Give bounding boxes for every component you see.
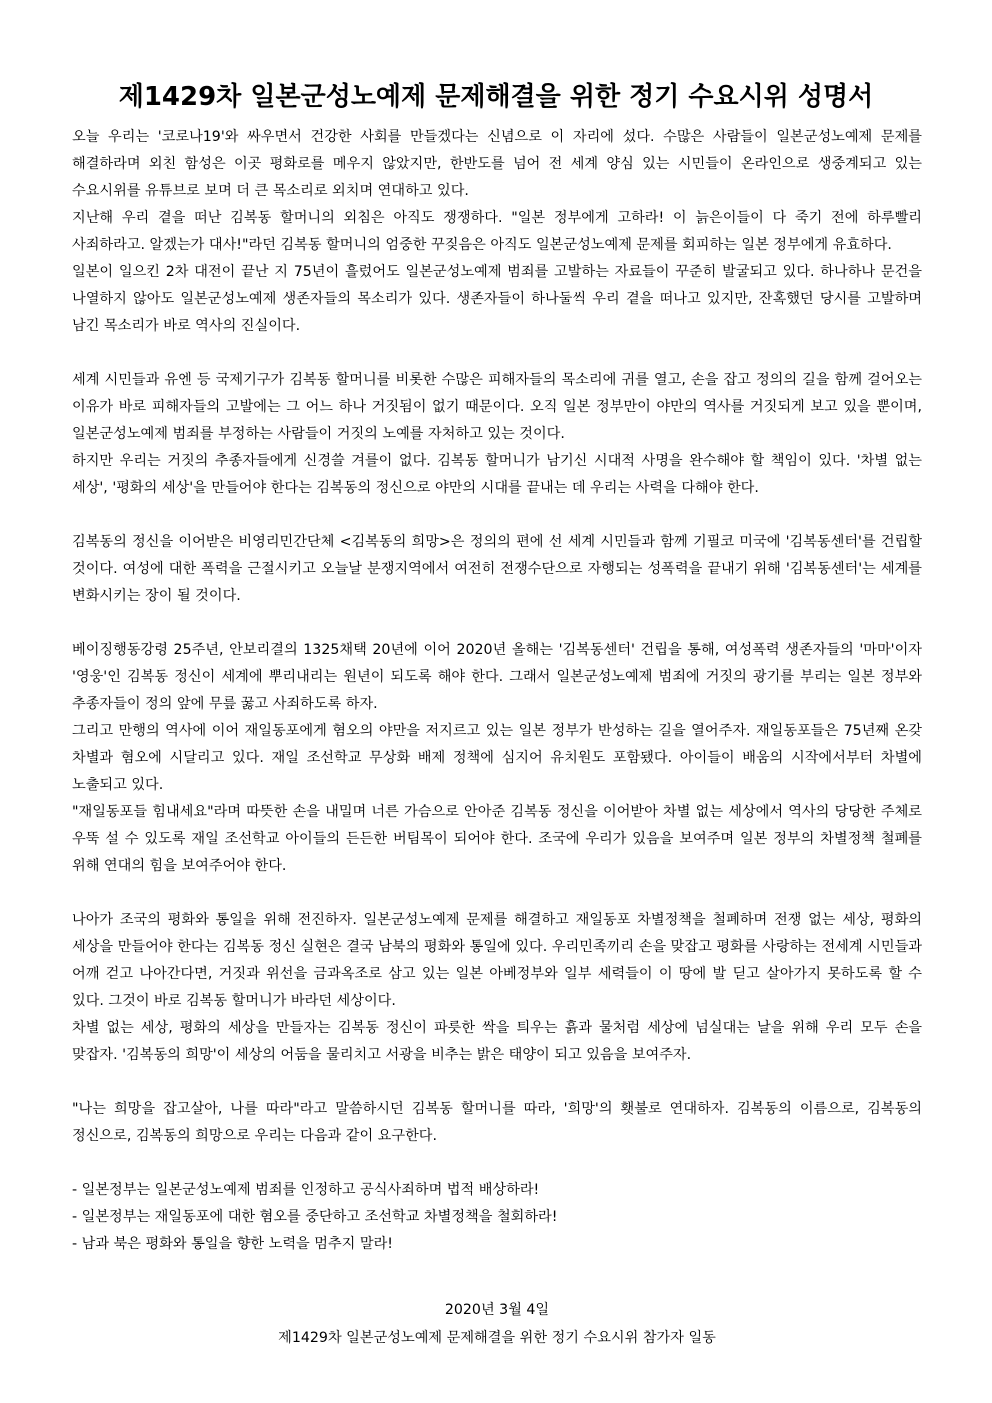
paragraph: 김복동의 정신을 이어받은 비영리민간단체 <김복동의 희망>은 정의의 편에 선 세계 시민들과 함께 기필코 미국에 '김복동센터'를 건립할 것이다. 여성에 대한 폭력을 근절시키고 오늘날 분쟁지역에서 여전히 전쟁수단으로 자행되는 성폭력을 끝내기 위해 '김복동센터'는 세계를 변화시키는 장이 될 것이다. xyxy=(72,534,922,604)
paragraph: "나는 희망을 잡고살아, 나를 따라"라고 말씀하시던 김복동 할머니를 따라, '희망'의 횃불로 연대하자. 김복동의 이름으로, 김복동의 정신으로, 김복동의 희망으로 우리는 다음과 같이 요구한다. xyxy=(72,1101,922,1144)
paragraph: 세계 시민들과 유엔 등 국제기구가 김복동 할머니를 비롯한 수많은 피해자들의 목소리에 귀를 열고, 손을 잡고 정의의 길을 함께 걸어오는 이유가 바로 피해자들의 고발에는 그 어느 하나 거짓됨이 없기 때문이다. 오직 일본 정부만이 야만의 역사를 거짓되게 보고 있을 뿐이며, 일본군성노예제 범죄를 부정하는 사람들이 거짓의 노예를 자처하고 있는 것이다. xyxy=(72,372,922,442)
section-gap xyxy=(72,610,922,637)
paragraph: 나아가 조국의 평화와 통일을 위해 전진하자. 일본군성노예제 문제를 해결하고 재일동포 차별정책을 철폐하며 전쟁 없는 세상, 평화의 세상을 만들어야 한다는 김복동 정신 실현은 결국 남북의 평화와 통일에 있다. 우리민족끼리 손을 맞잡고 평화를 사랑하는 전세계 시민들과 어깨 걷고 나아간다면, 거짓과 위선을 금과옥조로 삼고 있는 일본 아베정부와 일부 세력들이 이 땅에 발 딛고 살아가지 못하도록 할 수 있다. 그것이 바로 김복동 할머니가 바라던 세상이다. xyxy=(72,912,922,1009)
signature: 제1429차 일본군성노예제 문제해결을 위한 정기 수요시위 참가자 일동 xyxy=(278,1330,716,1346)
paragraph: 지난해 우리 곁을 떠난 김복동 할머니의 외침은 아직도 쟁쟁하다. "일본 정부에게 고하라! 이 늙은이들이 다 죽기 전에 하루빨리 사죄하라고. 알겠는가 대사!"라던 김복동 할머니의 엄중한 꾸짖음은 아직도 일본군성노예제 문제를 회피하는 일본 정부에게 유효하다. xyxy=(72,210,922,253)
paragraph: 차별 없는 세상, 평화의 세상을 만들자는 김복동 정신이 파릇한 싹을 틔우는 흙과 물처럼 세상에 넘실대는 날을 위해 우리 모두 손을 맞잡자. '김복동의 희망'이 세상의 어둠을 물리치고 서광을 비추는 밝은 태양이 되고 있음을 보여주자. xyxy=(72,1020,922,1063)
section-gap xyxy=(72,502,922,529)
footer xyxy=(72,1296,922,1352)
demand-item: - 남과 북은 평화와 통일을 향한 노력을 멈추지 말라! xyxy=(72,1236,393,1252)
section-gap xyxy=(72,340,922,367)
paragraph: 일본이 일으킨 2차 대전이 끝난 지 75년이 흘렀어도 일본군성노예제 범죄를 고발하는 자료들이 꾸준히 발굴되고 있다. 하나하나 문건을 나열하지 않아도 일본군성노예제 생존자들의 목소리가 있다. 생존자들이 하나둘씩 우리 곁을 떠나고 있지만, 잔혹했던 당시를 고발하며 남긴 목소리가 바로 역사의 진실이다. xyxy=(72,264,922,334)
demand-item: - 일본정부는 재일동포에 대한 혐오를 중단하고 조선학교 차별정책을 철회하라! xyxy=(72,1209,558,1225)
paragraph: 오늘 우리는 '코로나19'와 싸우면서 건강한 사회를 만들겠다는 신념으로 이 자리에 섰다. 수많은 사람들이 일본군성노예제 문제를 해결하라며 외친 함성은 이곳 평화로를 메우지 않았지만, 한반도를 넘어 전 세계 양심 있는 시민들이 온라인으로 생중계되고 있는 수요시위를 유튜브로 보며 더 큰 목소리로 외치며 연대하고 있다. xyxy=(72,129,922,199)
statement-date: 2020년 3월 4일 xyxy=(444,1302,550,1318)
paragraph: 그리고 만행의 역사에 이어 재일동포에게 혐오의 야만을 저지르고 있는 일본 정부가 반성하는 길을 열어주자. 재일동포들은 75년째 온갖 차별과 혐오에 시달리고 있다. 재일 조선학교 무상화 배제 정책에 심지어 유치원도 포함됐다. 아이들이 배움의 시작에서부터 차별에 노출되고 있다. xyxy=(72,723,922,793)
demand-item: - 일본정부는 일본군성노예제 범죄를 인정하고 공식사죄하며 법적 배상하라! xyxy=(72,1182,540,1198)
paragraph: "재일동포들 힘내세요"라며 따뜻한 손을 내밀며 너른 가슴으로 안아준 김복동 정신을 이어받아 차별 없는 세상에서 역사의 당당한 주체로 우뚝 설 수 있도록 재일 조선학교 아이들의 든든한 버팀목이 되어야 한다. 조국에 우리가 있음을 보여주며 일본 정부의 차별정책 철폐를 위해 연대의 힘을 보여주어야 한다. xyxy=(72,804,922,874)
demands-list xyxy=(72,1177,922,1258)
document-title: 제1429차 일본군성노예제 문제해결을 위한 정기 수요시위 성명서 xyxy=(118,82,874,113)
paragraph: 베이징행동강령 25주년, 안보리결의 1325채택 20년에 이어 2020년 올해는 '김복동센터' 건립을 통해, 여성폭력 생존자들의 '마마'이자 '영웅'인 김복동 정신이 세계에 뿌리내리는 원년이 되도록 해야 한다. 그래서 일본군성노예제 범죄에 거짓의 광기를 부리는 일본 정부와 추종자들이 정의 앞에 무릎 꿇고 사죄하도록 하자. xyxy=(72,642,922,712)
statement-body xyxy=(72,124,922,1258)
section-gap xyxy=(72,1150,922,1177)
section-gap xyxy=(72,880,922,907)
paragraph: 하지만 우리는 거짓의 추종자들에게 신경쓸 겨를이 없다. 김복동 할머니가 남기신 시대적 사명을 완수해야 할 책임이 있다. '차별 없는 세상', '평화의 세상'을 만들어야 한다는 김복동의 정신으로 야만의 시대를 끝내는 데 우리는 사력을 다해야 한다. xyxy=(72,453,922,496)
section-gap xyxy=(72,1069,922,1096)
